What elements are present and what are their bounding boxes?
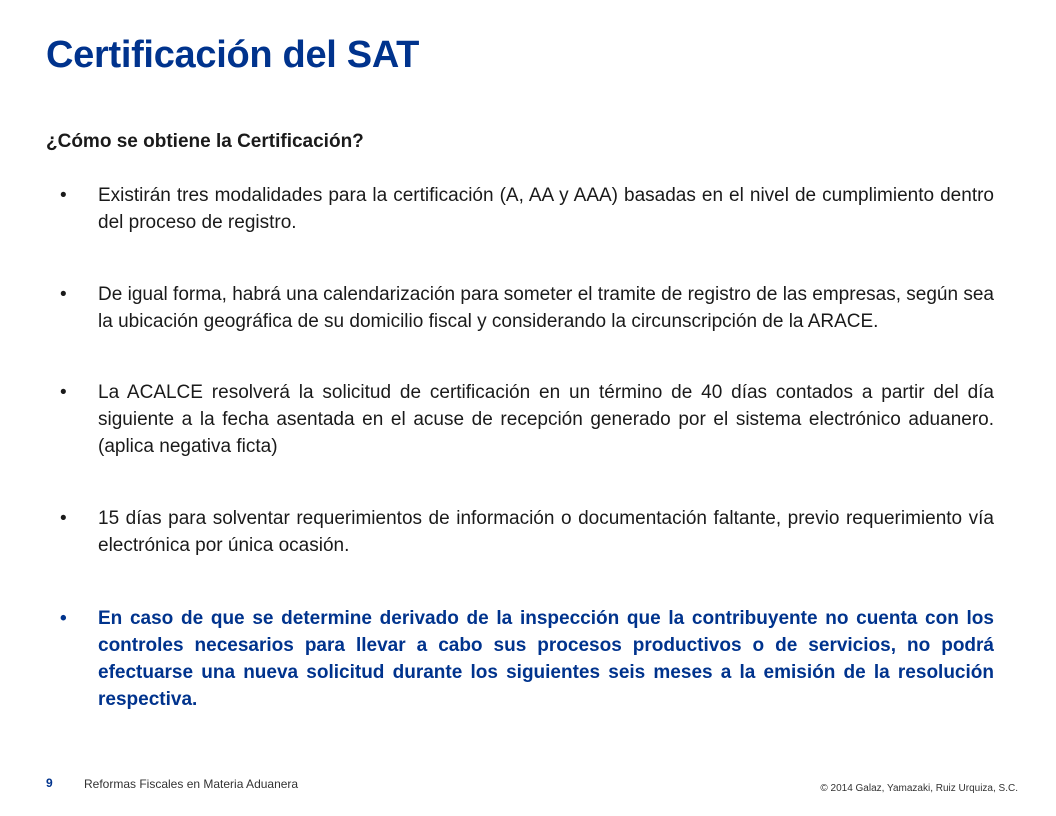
bullet-text: La ACALCE resolverá la solicitud de certificación en un término de 40 días contados a partir del día siguiente a la fecha asentada en el acuse de recepción generado por el sistema electrónico aduanero. (aplica negativa ficta): [98, 382, 994, 457]
bullet-icon: •: [60, 508, 67, 529]
bullet-list: [60, 182, 994, 713]
bullet-text: De igual forma, habrá una calendarización para someter el tramite de registro de las empresas, según sea la ubicación geográfica de su domicilio fiscal y considerando la circunscripción de la ARACE.: [98, 284, 994, 332]
slide-subtitle: ¿Cómo se obtiene la Certificación?: [46, 131, 364, 152]
bullet-icon: •: [60, 608, 67, 629]
bullet-text: Existirán tres modalidades para la certificación (A, AA y AAA) basadas en el nivel de cumplimiento dentro del proceso de registro.: [98, 185, 994, 233]
bullet-item: [60, 379, 994, 460]
page-number: 9: [46, 776, 53, 790]
footer-presentation-title: Reformas Fiscales en Materia Aduanera: [84, 777, 299, 791]
bullet-icon: •: [60, 284, 67, 305]
bullet-item-highlighted: [60, 605, 994, 713]
bullet-text: En caso de que se determine derivado de la inspección que la contribuyente no cuenta con los controles necesarios para llevar a cabo sus procesos productivos o de servicios, no podrá efectuarse una nueva solicitud durante los siguientes seis meses a la emisión de la resolución respectiva.: [98, 608, 994, 710]
bullet-item: [60, 182, 994, 236]
footer-copyright: © 2014 Galaz, Yamazaki, Ruiz Urquiza, S.C.: [820, 783, 1018, 794]
bullet-text: 15 días para solventar requerimientos de información o documentación faltante, previo requerimiento vía electrónica por única ocasión.: [98, 508, 994, 556]
bullet-icon: •: [60, 382, 67, 403]
slide-title: Certificación del SAT: [46, 34, 420, 76]
bullet-item: [60, 281, 994, 335]
bullet-item: [60, 505, 994, 559]
bullet-icon: •: [60, 185, 67, 206]
